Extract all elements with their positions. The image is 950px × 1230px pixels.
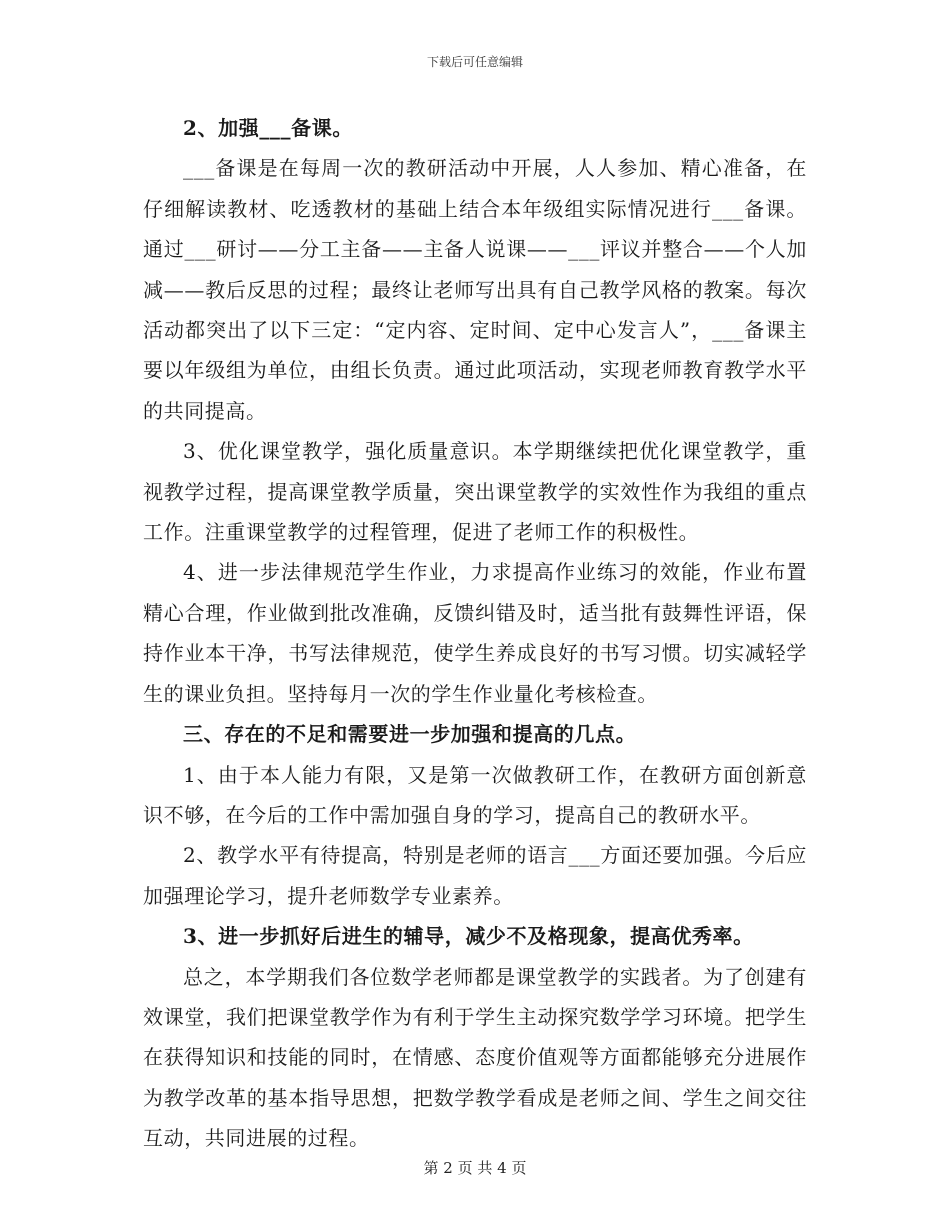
paragraph: 总之，本学期我们各位数学老师都是课堂教学的实践者。为了创建有效课堂，我们把课堂教学作为有利于学生主动探究数学学习环境。把学生在获得知识和技能的同时，在情感、态度价值观等方面都能够充分进展作为教学改革的基本指导思想，把数学教学看成是老师之间、学生之间交往互动，共同进展的过程。 — [143, 964, 807, 1151]
paragraph: 4、进一步法律规范学生作业，力求提高作业练习的效能，作业布置精心合理，作业做到批改准确，反馈纠错及时，适当批有鼓舞性评语，保持作业本干净，书写法律规范，使学生养成良好的书写习惯。切实减轻学生的课业负担。坚持每月一次的学生作业量化考核检查。 — [143, 560, 807, 706]
section-heading: 三、存在的不足和需要进一步加强和提高的几点。 — [183, 722, 637, 747]
paragraph: 1、由于本人能力有限，又是第一次做教研工作，在教研方面创新意识不够，在今后的工作中需加强自身的学习，提高自己的教研水平。 — [143, 762, 807, 827]
document-body — [143, 108, 807, 1159]
page-number: 第 2 页 共 4 页 — [423, 1159, 527, 1177]
paragraph-heading: 3、进一步抓好后进生的辅导，减少不及格现象，提高优秀率。 — [183, 924, 754, 949]
paragraph-heading: 2、加强___备课。 — [183, 116, 353, 140]
page-header: 下载后可任意编辑 — [426, 55, 523, 69]
paragraph: 2、教学水平有待提高，特别是老师的语言___方面还要加强。今后应加强理论学习，提升老师数学专业素养。 — [143, 843, 807, 908]
paragraph: 3、优化课堂教学，强化质量意识。本学期继续把优化课堂教学，重视教学过程，提高课堂教学质量，突出课堂教学的实效性作为我组的重点工作。注重课堂教学的过程管理，促进了老师工作的积极性。 — [143, 439, 807, 545]
paragraph: ___备课是在每周一次的教研活动中开展，人人参加、精心准备，在仔细解读教材、吃透教材的基础上结合本年级组实际情况进行___备课。通过___研讨——分工主备——主备人说课——___评议并整合——个人加减——教后反思的过程；最终让老师写出具有自己教学风格的教案。每次活动都突出了以下三定：“定内容、定时间、定中心发言人”，___备课主要以年级组为单位，由组长负责。通过此项活动，实现老师教育教学水平的共同提高。 — [143, 156, 807, 423]
